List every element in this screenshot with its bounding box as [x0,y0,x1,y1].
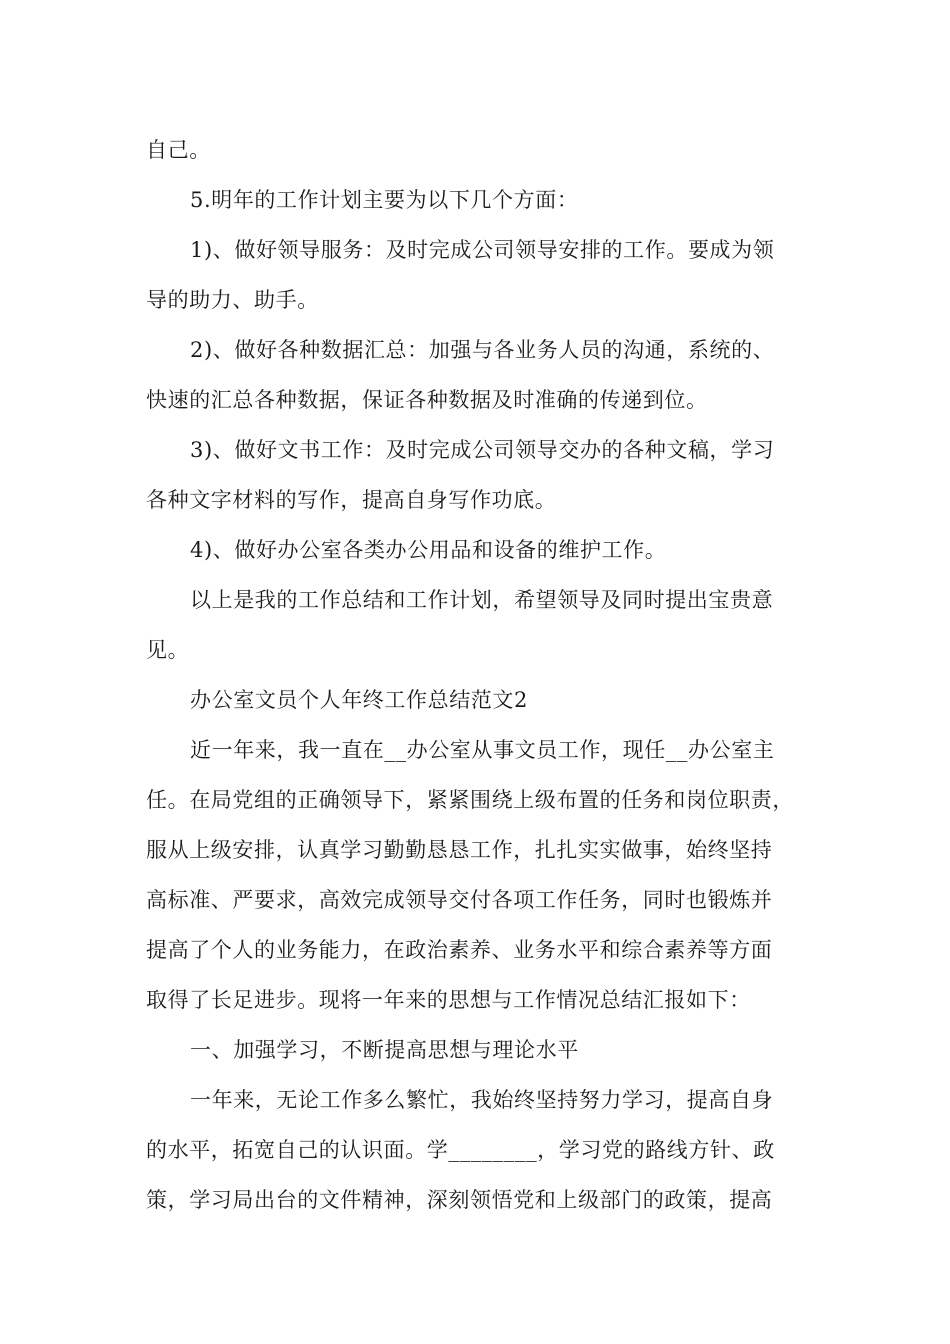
text-line: 2)、做好各种数据汇总：加强与各业务人员的沟通，系统的、 [190,338,775,362]
section-heading: 一、加强学习，不断提高思想与理论水平 [190,1038,579,1062]
text-line: 取得了长足进步。现将一年来的思想与工作情况总结汇报如下： [146,988,751,1012]
text-line: 3)、做好文书工作：及时完成公司领导交办的各种文稿，学习 [190,438,775,462]
text-line: 提高了个人的业务能力，在政治素养、业务水平和综合素养等方面 [146,938,773,962]
text-line: 的水平，拓宽自己的认识面。学________，学习党的路线方针、政 [146,1138,775,1162]
text-line: 近一年来，我一直在__办公室从事文员工作，现任__办公室主 [190,738,775,762]
text-line: 自己。 [146,138,211,162]
text-line: 服从上级安排，认真学习勤勤恳恳工作，扎扎实实做事，始终坚持 [146,838,773,862]
text-line: 各种文字材料的写作，提高自身写作功底。 [146,488,557,512]
text-line: 1)、做好领导服务：及时完成公司领导安排的工作。要成为领 [190,238,775,262]
text-line: 快速的汇总各种数据，保证各种数据及时准确的传递到位。 [146,388,708,412]
text-line: 任。在局党组的正确领导下，紧紧围绕上级布置的任务和岗位职责， [146,788,794,812]
text-line: 见。 [146,638,190,662]
text-line: 高标准、严要求，高效完成领导交付各项工作任务，同时也锻炼并 [146,888,773,912]
text-line: 导的助力、助手。 [146,288,319,312]
text-line: 策，学习局出台的文件精神，深刻领悟党和上级部门的政策，提高 [146,1188,773,1212]
text-line: 一年来，无论工作多么繁忙，我始终坚持努力学习，提高自身 [190,1088,774,1112]
text-line: 以上是我的工作总结和工作计划，希望领导及同时提出宝贵意 [190,588,774,612]
text-line: 5.明年的工作计划主要为以下几个方面： [190,188,579,212]
text-line: 4)、做好办公室各类办公用品和设备的维护工作。 [190,538,667,562]
section-title: 办公室文员个人年终工作总结范文2 [190,688,528,712]
